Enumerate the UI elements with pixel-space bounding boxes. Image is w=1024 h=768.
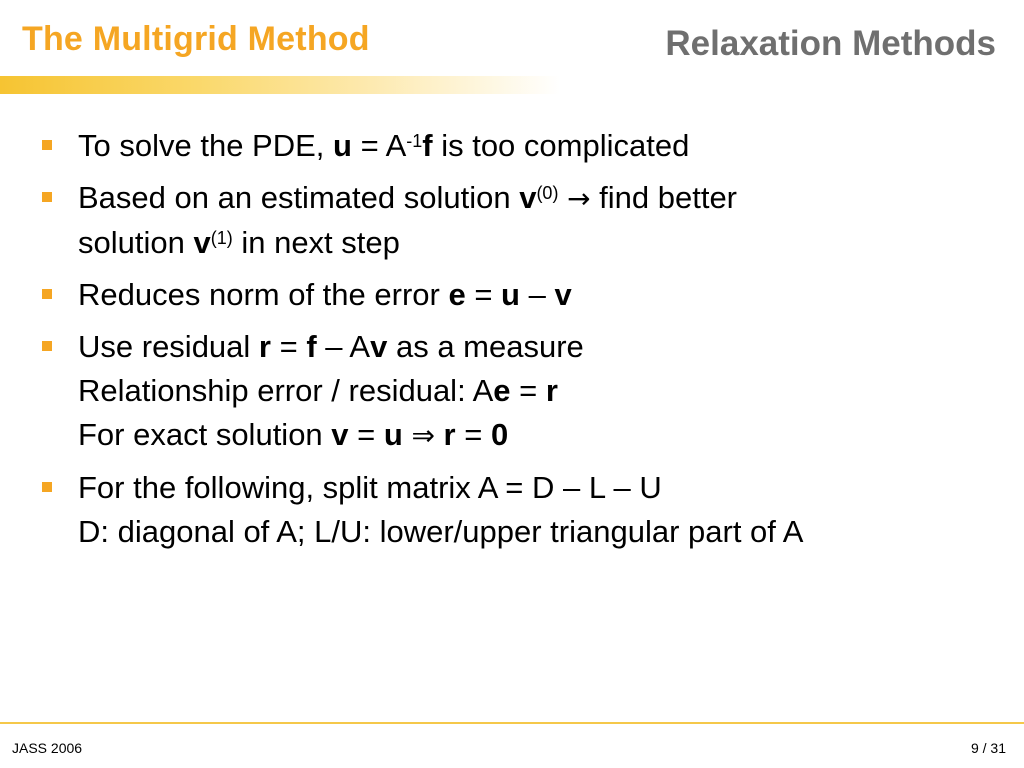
text-run: To solve the PDE, — [78, 128, 334, 163]
text-run: = A — [351, 128, 407, 163]
bullet-item — [38, 176, 998, 265]
presentation-title: The Multigrid Method — [22, 20, 370, 58]
superscript: (1) — [210, 227, 233, 248]
bullet-line — [78, 369, 998, 413]
text-run: = — [510, 373, 546, 408]
bullet-line — [78, 124, 998, 168]
bullet-line: For the following, split matrix A = D – L – U — [78, 470, 662, 505]
text-run: is too complicated — [432, 128, 690, 163]
footer-divider — [0, 722, 1024, 724]
text-run: Based on an estimated solution — [78, 180, 520, 215]
vector-u: u — [501, 277, 520, 312]
text-run: – — [519, 277, 555, 312]
bullet-item — [38, 325, 998, 458]
bullet-line — [78, 325, 998, 369]
vector-f: f — [306, 329, 317, 364]
bullet-item — [38, 466, 998, 554]
text-run: = — [455, 417, 491, 452]
zero-vector: 0 — [490, 417, 509, 452]
vector-f: f — [422, 128, 433, 163]
vector-v: v — [519, 180, 537, 215]
bullet-item — [38, 273, 998, 317]
vector-v: v — [331, 417, 349, 452]
text-run: solution — [78, 225, 194, 260]
text-run: = — [348, 417, 384, 452]
bullet-line — [78, 221, 998, 265]
square-bullet-icon — [42, 192, 52, 202]
superscript: -1 — [406, 130, 423, 151]
text-run: Relationship error / residual: A — [78, 373, 494, 408]
text-run: find better — [590, 180, 738, 215]
vector-u: u — [333, 128, 352, 163]
square-bullet-icon — [42, 289, 52, 299]
text-run: = — [465, 277, 502, 312]
slide-page-number: 9 / 31 — [970, 740, 1006, 756]
vector-e: e — [448, 277, 466, 312]
superscript: (0) — [536, 182, 559, 203]
square-bullet-icon — [42, 341, 52, 351]
vector-v: v — [554, 277, 572, 312]
vector-v: v — [370, 329, 388, 364]
text-run: For exact solution — [78, 417, 332, 452]
text-run: as a measure — [387, 329, 584, 364]
implies-arrow-icon: ⇒ — [411, 419, 435, 452]
vector-e: e — [493, 373, 511, 408]
slide-section-title: Relaxation Methods — [665, 24, 996, 63]
bullet-item — [38, 124, 998, 168]
bullet-line — [78, 413, 998, 458]
square-bullet-icon — [42, 140, 52, 150]
bullet-line — [78, 176, 998, 221]
bullet-line: D: diagonal of A; L/U: lower/upper triangular part of A — [78, 514, 804, 549]
vector-v: v — [193, 225, 211, 260]
text-run: = — [271, 329, 307, 364]
bullet-line — [78, 273, 998, 317]
footer-event-label: JASS 2006 — [12, 740, 83, 756]
text-run: in next step — [232, 225, 400, 260]
slide-body — [38, 124, 998, 562]
text-run: – A — [316, 329, 371, 364]
vector-r: r — [258, 329, 271, 364]
right-arrow-icon: → — [567, 182, 591, 215]
header-accent-bar — [0, 76, 560, 94]
vector-r: r — [443, 417, 456, 452]
square-bullet-icon — [42, 482, 52, 492]
text-run: Reduces norm of the error — [78, 277, 449, 312]
vector-r: r — [545, 373, 558, 408]
vector-u: u — [383, 417, 403, 452]
text-run: Use residual — [78, 329, 259, 364]
